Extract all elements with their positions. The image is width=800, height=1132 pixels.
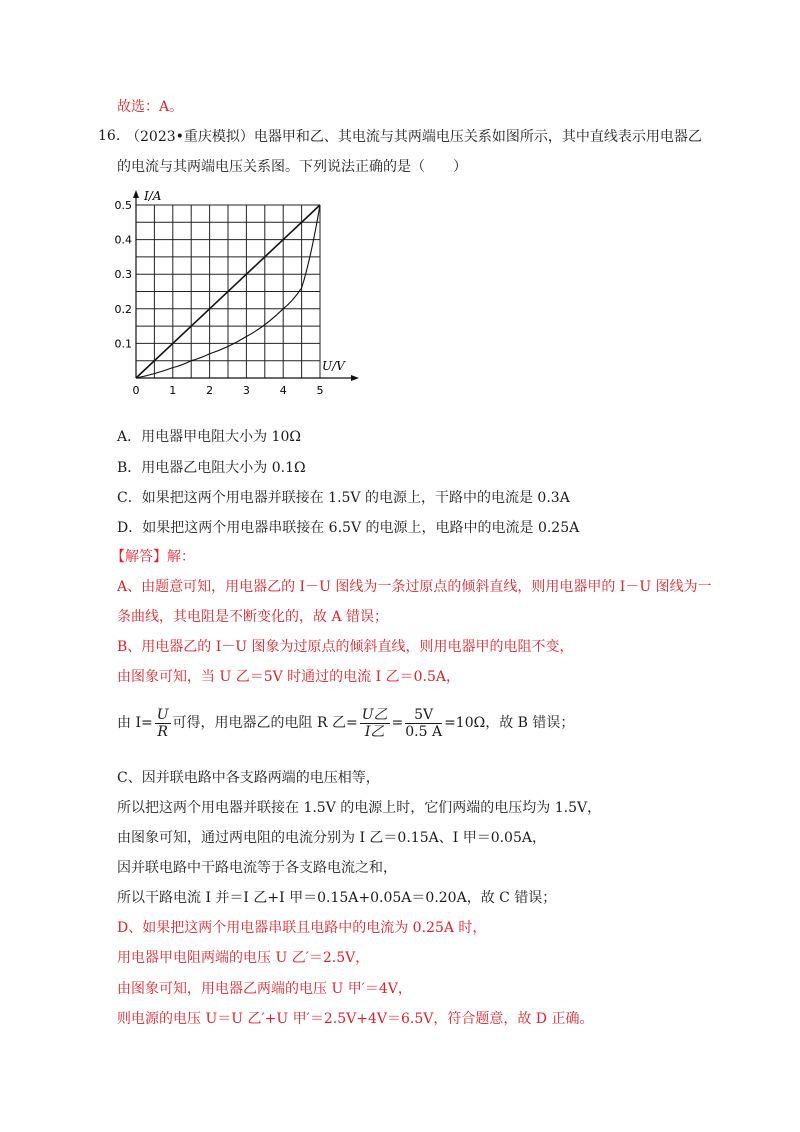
x-tick-label: 0	[132, 384, 140, 397]
fraction-numerator: U乙	[361, 706, 388, 723]
previous-answer: 故选：A。	[117, 99, 184, 115]
fraction-u-over-i	[360, 707, 390, 740]
solution-b-line-2: 由图象可知，当 U 乙＝5V 时通过的电流 I 乙＝0.5A，	[117, 669, 460, 685]
fraction-values	[405, 707, 442, 740]
iu-chart	[114, 186, 364, 401]
x-axis-label: U/V	[322, 359, 345, 373]
option-d: D．如果把这两个用电器串联接在 6.5V 的电源上，电路中的电流是 0.25A	[117, 520, 580, 536]
fraction-numerator: U	[156, 706, 169, 723]
formula-equals: =	[391, 715, 404, 731]
x-tick-label: 3	[242, 384, 250, 397]
option-b: B．用电器乙电阻大小为 0.1Ω	[117, 460, 306, 476]
y-axis-label: I/A	[144, 189, 162, 203]
solution-a-line-1: A、由题意可知，用电器乙的 I－U 图线为一条过原点的倾斜直线，则用电器甲的 I－U 图线为一	[117, 579, 712, 595]
fraction-u-over-r	[155, 707, 171, 740]
x-axis-arrow	[351, 375, 359, 381]
y-tick-label: 0.5	[114, 199, 132, 212]
solution-header: 【解答】解：	[111, 549, 195, 565]
question-number: 16.	[98, 128, 121, 144]
formula-prefix: 由 I=	[117, 715, 153, 731]
x-tick-label: 2	[206, 384, 214, 397]
formula-middle: 可得，用电器乙的电阻 R 乙=	[172, 715, 358, 731]
x-tick-label: 1	[169, 384, 177, 397]
option-a: A．用电器甲电阻大小为 10Ω	[117, 429, 301, 445]
solution-c-line-3: 由图象可知，通过两电阻的电流分别为 I 乙＝0.15A、I 甲＝0.05A，	[117, 830, 546, 846]
solution-a-line-2: 条曲线，其电阻是不断变化的，故 A 错误；	[117, 609, 389, 625]
fraction-denominator: R	[157, 723, 168, 740]
fraction-denominator: I乙	[364, 723, 385, 740]
y-tick-label: 0.2	[114, 302, 132, 316]
solution-c-line-1: C、因并联电路中各支路两端的电压相等，	[117, 770, 380, 786]
solution-b-line-1: B、用电器乙的 I－U 图象为过原点的倾斜直线，则用电器甲的电阻不变，	[117, 639, 574, 655]
fraction-denominator: 0.5 A	[405, 723, 443, 740]
option-c: C．如果把这两个用电器并联接在 1.5V 的电源上，干路中的电流是 0.3A	[117, 490, 570, 506]
solution-c-line-2: 所以把这两个用电器并联接在 1.5V 的电源上时，它们两端的电压均为 1.5V，	[117, 800, 602, 816]
solution-b-formula	[117, 706, 574, 740]
solution-d-line-2: 用电器甲电阻两端的电压 U 乙′＝2.5V，	[117, 950, 370, 966]
y-axis-arrow	[133, 190, 139, 198]
question-line-2: 的电流与其两端电压关系图。下列说法正确的是（ ）	[117, 159, 467, 175]
solution-d-line-1: D、如果把这两个用电器串联且电路中的电流为 0.25A 时，	[117, 920, 487, 936]
x-tick-label: 5	[316, 384, 324, 397]
formula-suffix: =10Ω，故 B 错误；	[444, 715, 575, 731]
solution-c-line-5: 所以干路电流 I 并＝I 乙+I 甲＝0.15A+0.05A＝0.20A，故 C 错误；	[117, 890, 557, 906]
y-tick-label: 0.3	[114, 268, 132, 282]
y-tick-label: 0.4	[114, 233, 132, 247]
question-line-1: （2023•重庆模拟）电器甲和乙、其电流与其两端电压关系如图所示，其中直线表示用电器乙	[126, 129, 702, 145]
solution-c-line-4: 因并联电路中干路电流等于各支路电流之和，	[117, 860, 397, 876]
y-tick-label: 0.1	[114, 337, 132, 351]
solution-d-line-3: 由图象可知，用电器乙两端的电压 U 甲′＝4V，	[117, 981, 412, 997]
solution-d-line-4: 则电源的电压 U＝U 乙′+U 甲′＝2.5V+4V＝6.5V，符合题意，故 D 正确。	[117, 1011, 594, 1027]
x-tick-label: 4	[279, 384, 287, 397]
fraction-numerator: 5V	[405, 707, 442, 724]
